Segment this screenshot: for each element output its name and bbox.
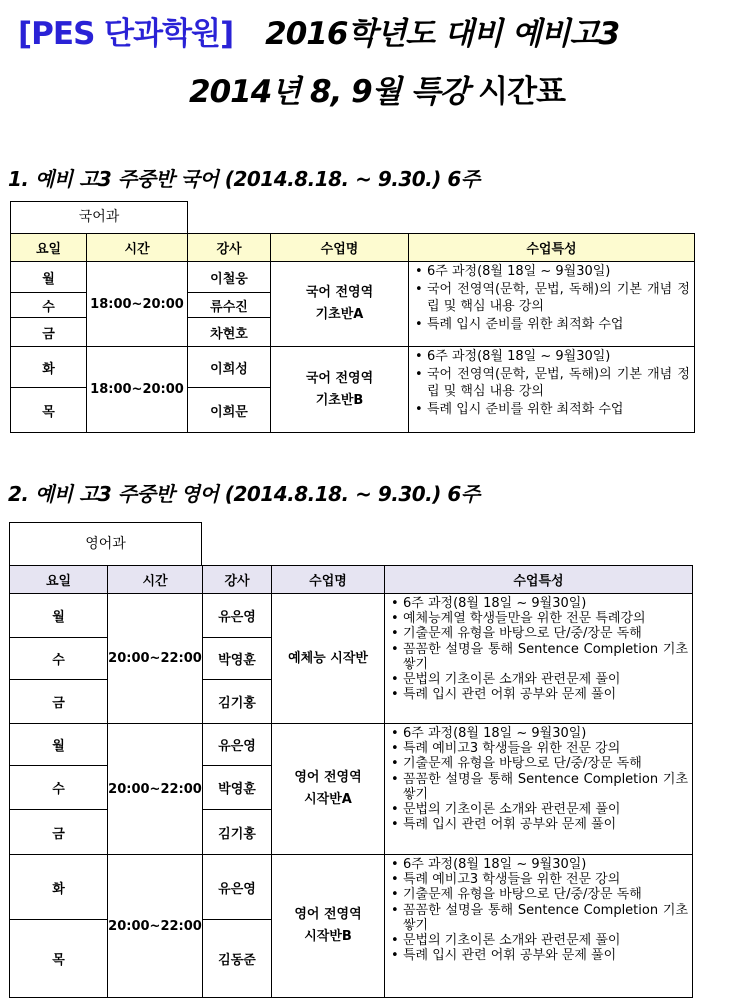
class-name-cell (271, 262, 409, 347)
col-header-teacher: 강사 (188, 234, 271, 262)
day-cell: 목 (11, 388, 87, 433)
teacher-cell: 김동준 (203, 920, 272, 998)
feature-item: • 6주 과정(8월 18일 ~ 9월30일) (391, 596, 688, 611)
class-name-line: 기초반A (315, 307, 364, 322)
teacher-cell: 김기홍 (203, 680, 272, 724)
teacher-cell: 김기홍 (203, 810, 272, 855)
class-name-line: 영어 전영역 (294, 907, 362, 922)
day-cell: 금 (10, 810, 108, 855)
feature-item: • 예체능계열 학생들만을 위한 전문 특례강의 (391, 611, 688, 626)
feature-item: • 특례 입시 준비를 위한 최적화 수업 (415, 401, 690, 419)
dept-label-korean: 국어과 (10, 201, 188, 234)
feature-item: • 6주 과정(8월 18일 ~ 9월30일) (391, 857, 688, 872)
feature-item: • 기출문제 유형을 바탕으로 단/중/장문 독해 (391, 756, 688, 771)
feature-item: • 문법의 기초이론 소개와 관련문제 풀이 (391, 672, 688, 687)
day-cell: 수 (10, 638, 108, 680)
day-cell: 월 (11, 262, 87, 293)
class-name-line: 시작반A (304, 792, 352, 807)
teacher-cell: 이희성 (188, 347, 271, 388)
feature-item: • 국어 전영역(문학, 문법, 독해)의 기본 개념 정립 및 핵심 내용 강의 (415, 366, 690, 401)
teacher-cell: 이희문 (188, 388, 271, 433)
col-header-class: 수업명 (271, 234, 409, 262)
english-schedule-table (9, 565, 693, 998)
table-row (11, 347, 695, 388)
col-header-features: 수업특성 (385, 566, 693, 594)
table-row (10, 724, 693, 766)
teacher-cell: 유은영 (203, 594, 272, 638)
class-name-cell (272, 724, 385, 855)
day-cell: 화 (10, 855, 108, 920)
schedule-title-label: 시간표 (478, 74, 565, 110)
day-cell: 목 (10, 920, 108, 998)
academy-name: [PES 단과학원] (18, 16, 234, 52)
time-cell: 20:00~22:00 (108, 855, 203, 998)
section-heading-english: 2. 예비 고3 주중반 영어 (2014.8.18. ~ 9.30.) 6주 (8, 482, 480, 506)
korean-schedule-table (10, 233, 695, 433)
feature-item: • 문법의 기초이론 소개와 관련문제 풀이 (391, 933, 688, 948)
feature-item: • 특례 예비고3 학생들을 위한 전문 강의 (391, 741, 688, 756)
page-subtitle: 2016학년도 대비 예비고3 (265, 16, 620, 52)
feature-item: • 문법의 기초이론 소개와 관련문제 풀이 (391, 802, 688, 817)
day-cell: 수 (10, 766, 108, 810)
class-name-cell (271, 347, 409, 433)
class-name-cell (272, 855, 385, 998)
class-name-line: 기초반B (315, 392, 364, 408)
feature-item: • 6주 과정(8월 18일 ~ 9월30일) (415, 348, 690, 366)
features-cell (385, 855, 693, 998)
class-name-cell (272, 594, 385, 724)
time-cell: 20:00~22:00 (108, 724, 203, 855)
section-heading-korean: 1. 예비 고3 주중반 국어 (2014.8.18. ~ 9.30.) 6주 (8, 167, 480, 191)
class-name-line: 예체능 시작반 (288, 650, 368, 666)
col-header-day: 요일 (11, 234, 87, 262)
feature-item: • 6주 과정(8월 18일 ~ 9월30일) (391, 726, 688, 741)
col-header-day: 요일 (10, 566, 108, 594)
features-cell (385, 594, 693, 724)
feature-item: • 특례 입시 관련 어휘 공부와 문제 풀이 (391, 687, 688, 702)
class-name-line: 국어 전영역 (305, 370, 374, 386)
feature-item: • 꼼꼼한 설명을 통해 Sentence Completion 기초 쌓기 (391, 903, 688, 933)
class-name-line: 시작반B (304, 929, 352, 944)
day-cell: 월 (10, 594, 108, 638)
teacher-cell: 유은영 (203, 724, 272, 766)
schedule-title-period: 2014년 8, 9월 특강 (189, 74, 469, 110)
teacher-cell: 박영훈 (203, 638, 272, 680)
day-cell: 월 (10, 724, 108, 766)
feature-item: • 특례 예비고3 학생들을 위한 전문 강의 (391, 872, 688, 887)
col-header-class: 수업명 (272, 566, 385, 594)
feature-item: • 기출문제 유형을 바탕으로 단/중/장문 독해 (391, 626, 688, 641)
dept-label-english: 영어과 (9, 522, 202, 566)
table-row (10, 594, 693, 638)
page-title (18, 8, 748, 53)
feature-item: • 기출문제 유형을 바탕으로 단/중/장문 독해 (391, 887, 688, 902)
day-cell: 금 (10, 680, 108, 724)
time-cell: 18:00~20:00 (87, 262, 188, 347)
feature-item: • 국어 전영역(문학, 문법, 독해)의 기본 개념 정립 및 핵심 내용 강의 (415, 281, 690, 316)
features-cell (409, 347, 695, 433)
day-cell: 금 (11, 318, 87, 347)
teacher-cell: 류수진 (188, 293, 271, 318)
table-header-row (10, 566, 693, 594)
col-header-teacher: 강사 (203, 566, 272, 594)
features-cell (385, 724, 693, 855)
day-cell: 화 (11, 347, 87, 388)
teacher-cell: 유은영 (203, 855, 272, 920)
table-header-row (11, 234, 695, 262)
schedule-title (0, 66, 754, 111)
col-header-time: 시간 (108, 566, 203, 594)
col-header-features: 수업특성 (409, 234, 695, 262)
class-name-line: 국어 전영역 (305, 285, 374, 300)
feature-item: • 특례 입시 관련 어휘 공부와 문제 풀이 (391, 948, 688, 963)
time-cell: 18:00~20:00 (87, 347, 188, 433)
table-row (11, 262, 695, 293)
features-cell (409, 262, 695, 347)
day-cell: 수 (11, 293, 87, 318)
teacher-cell: 이철웅 (188, 262, 271, 293)
feature-item: • 6주 과정(8월 18일 ~ 9월30일) (415, 263, 690, 281)
feature-item: • 특례 입시 준비를 위한 최적화 수업 (415, 316, 690, 334)
class-name-line: 영어 전영역 (294, 770, 362, 785)
teacher-cell: 박영훈 (203, 766, 272, 810)
time-cell: 20:00~22:00 (108, 594, 203, 724)
feature-item: • 특례 입시 관련 어휘 공부와 문제 풀이 (391, 817, 688, 832)
col-header-time: 시간 (87, 234, 188, 262)
feature-item: • 꼼꼼한 설명을 통해 Sentence Completion 기초 쌓기 (391, 642, 688, 672)
teacher-cell: 차현호 (188, 318, 271, 347)
table-row (10, 855, 693, 920)
feature-item: • 꼼꼼한 설명을 통해 Sentence Completion 기초 쌓기 (391, 772, 688, 802)
